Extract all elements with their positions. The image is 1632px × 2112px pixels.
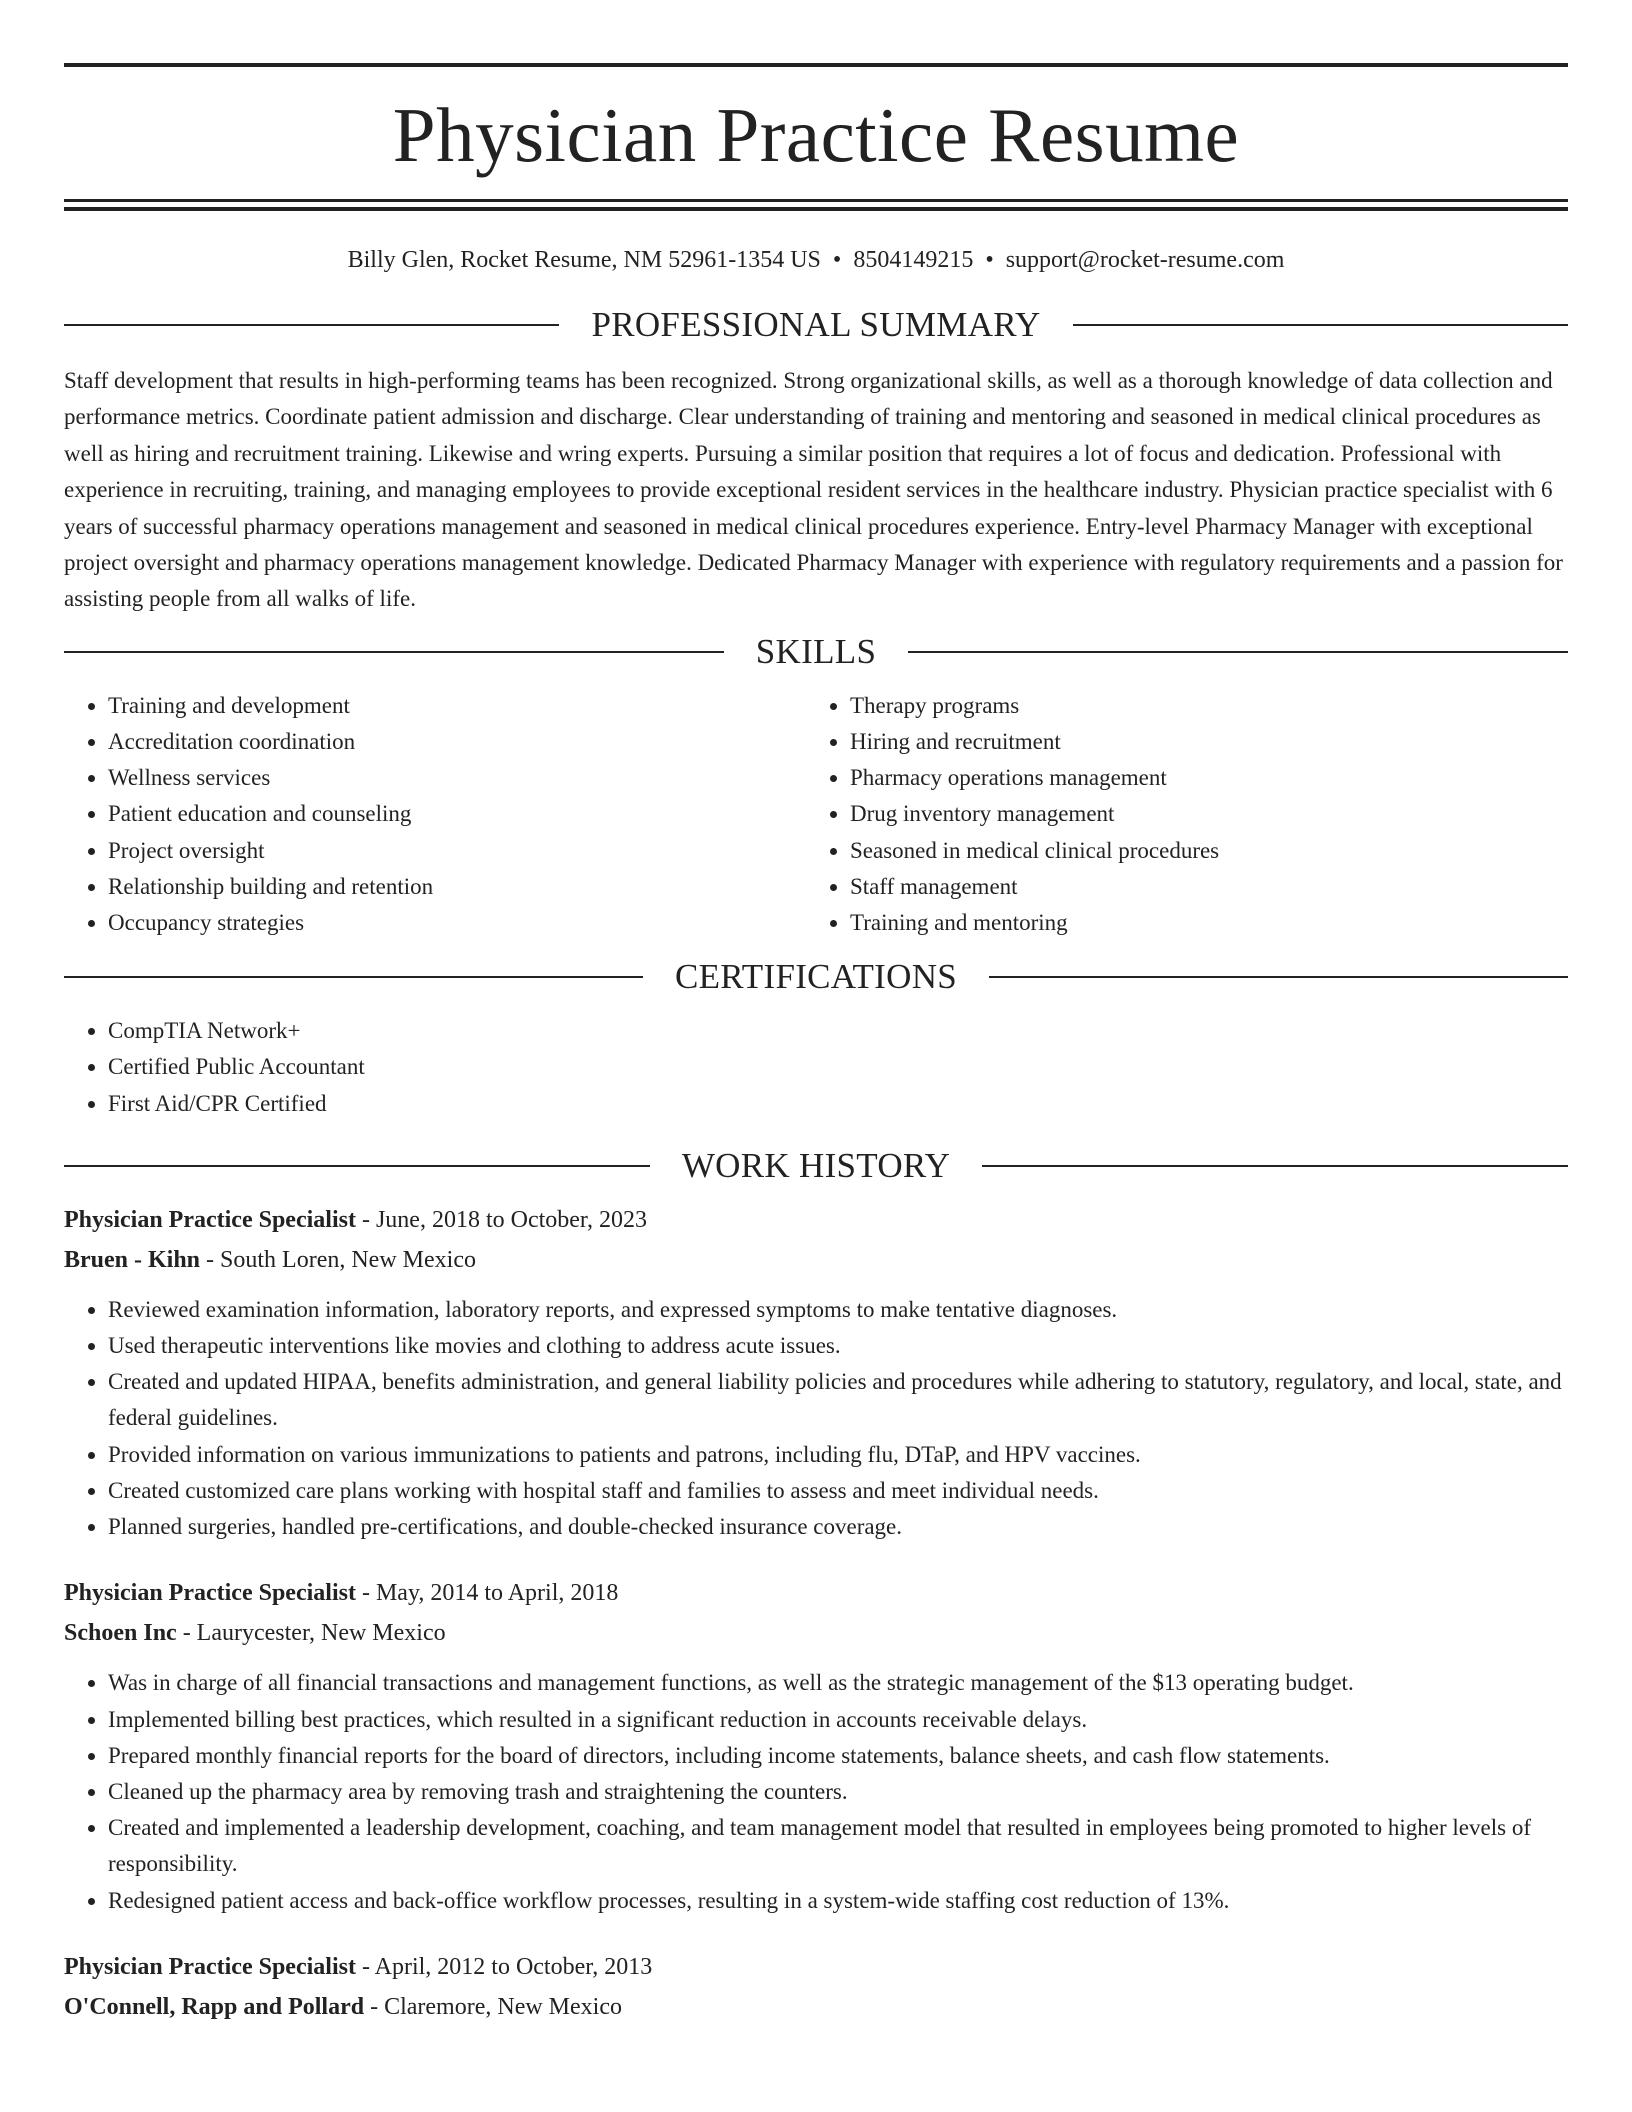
job-employer: Schoen Inc (64, 1620, 177, 1647)
summary-heading (64, 303, 1568, 347)
list-item: • Training and mentoring (850, 905, 1548, 941)
job-bullets (64, 1665, 1568, 1918)
job-location: - South Loren, New Mexico (200, 1246, 476, 1273)
list-item: • Redesigned patient access and back-office workflow processes, resulting in a system-wide staffing cost reduction of 13%. (108, 1883, 1568, 1919)
job-entry (64, 1573, 1568, 1918)
list-item: • Created and updated HIPAA, benefits administration, and general liability policies and procedures while adhering to statutory, regulatory, and local, state, and federal guidelines. (108, 1364, 1568, 1436)
list-item: • Prepared monthly financial reports for the board of directors, including income statements, balance sheets, and cash flow statements. (108, 1738, 1568, 1774)
summary-heading-label: PROFESSIONAL SUMMARY (591, 305, 1041, 344)
contact-line (64, 245, 1568, 275)
list-item: • Reviewed examination information, laboratory reports, and expressed symptoms to make tentative diagnoses. (108, 1292, 1568, 1328)
skills-heading-label: SKILLS (755, 631, 877, 671)
list-item: • Implemented billing best practices, which resulted in a significant reduction in accounts receivable delays. (108, 1702, 1568, 1738)
job-title: Physician Practice Specialist (64, 1953, 356, 1980)
skills-left-column (64, 688, 806, 941)
job-bullets (64, 1292, 1568, 1545)
list-item: • Staff management (850, 869, 1548, 905)
list-item: • Occupancy strategies (108, 905, 806, 941)
skills-right-list (806, 688, 1548, 941)
contact-separator: • (985, 247, 994, 273)
list-item: • Was in charge of all financial transactions and management functions, as well as the strategic management of the $13 operating budget. (108, 1665, 1568, 1701)
list-item: • Wellness services (108, 760, 806, 796)
job-title: Physician Practice Specialist (64, 1206, 356, 1233)
job-dates: - June, 2018 to October, 2023 (355, 1206, 647, 1233)
list-item: • Used therapeutic interventions like movies and clothing to address acute issues. (108, 1328, 1568, 1364)
skills-columns (64, 688, 1568, 941)
skills-left-list (64, 688, 806, 941)
certifications-heading-label: CERTIFICATIONS (674, 957, 958, 997)
list-item: • Created and implemented a leadership development, coaching, and team management model that resulted in employees being promoted to higher levels of responsibility. (108, 1810, 1568, 1882)
resume-title: Physician Practice Resume (392, 92, 1240, 178)
contact-separator: • (832, 247, 842, 273)
contact-address: Billy Glen, Rocket Resume, NM 52961-1354 US (347, 247, 821, 273)
list-item: • Hiring and recruitment (850, 724, 1548, 760)
list-item: • Cleaned up the pharmacy area by removing trash and straightening the counters. (108, 1774, 1568, 1810)
list-item: • Created customized care plans working with hospital staff and families to assess and meet individual needs. (108, 1473, 1568, 1509)
job-location: - Laurycester, New Mexico (176, 1620, 446, 1647)
list-item: • Training and development (108, 688, 806, 724)
heading-rule (908, 651, 1568, 653)
certifications-list (64, 1013, 1568, 1122)
job-location: - Claremore, New Mexico (364, 1993, 622, 2020)
top-rule (64, 63, 1568, 67)
list-item: • Patient education and counseling (108, 796, 806, 832)
contact-phone: 8504149215 (853, 247, 974, 273)
job-employer-line (64, 1987, 1568, 2027)
job-title: Physician Practice Specialist (64, 1580, 356, 1607)
skills-heading (64, 630, 1568, 674)
heading-rule (64, 324, 559, 326)
list-item: • Drug inventory management (850, 796, 1548, 832)
job-dates: - May, 2014 to April, 2018 (355, 1580, 619, 1607)
list-item: • Project oversight (108, 833, 806, 869)
work-heading (64, 1144, 1568, 1188)
heading-rule (64, 976, 643, 978)
contact-email[interactable]: support@rocket-resume.com (1005, 247, 1285, 273)
list-item: • Seasoned in medical clinical procedures (850, 833, 1548, 869)
resume-page (64, 0, 1568, 2027)
list-item: • Pharmacy operations management (850, 760, 1548, 796)
job-employer-line (64, 1613, 1568, 1653)
list-item: • Planned surgeries, handled pre-certifications, and double-checked insurance coverage. (108, 1509, 1568, 1545)
job-title-line (64, 1200, 1568, 1240)
list-item: • Provided information on various immunizations to patients and patrons, including flu, DTaP, and HPV vaccines. (108, 1437, 1568, 1473)
list-item: • First Aid/CPR Certified (108, 1086, 1568, 1122)
heading-rule (64, 1165, 650, 1167)
list-item: • Relationship building and retention (108, 869, 806, 905)
job-employer-line (64, 1240, 1568, 1280)
heading-rule (982, 1165, 1568, 1167)
list-item: • Accreditation coordination (108, 724, 806, 760)
work-heading-label: WORK HISTORY (681, 1145, 951, 1185)
heading-rule (64, 651, 724, 653)
list-item: • Therapy programs (850, 688, 1548, 724)
job-title-line (64, 1947, 1568, 1987)
job-dates: - April, 2012 to October, 2013 (355, 1953, 653, 1980)
summary-text: Staff development that results in high-performing teams has been recognized. Strong organizational skills, as well as a thorough knowledge of data collection and performance metrics. Coordinate patient admission and discharge. Clear understanding of training and mentoring and seasoned in medical clinical procedures as well as hiring and recruitment training. Likewise and wring experts. Pursuing a similar position that requires a lot of focus and dedication. Professional with experience in recruiting, training, and managing employees to provide exceptional resident services in the healthcare industry. Physician practice specialist with 6 years of successful pharmacy operations management and seasoned in medical clinical procedures experience. Entry-level Pharmacy Manager with exceptional project oversight and pharmacy operations management knowledge. Dedicated Pharmacy Manager with experience with regulatory requirements and a passion for assisting people from all walks of life. (64, 368, 1563, 612)
certifications-heading (64, 955, 1568, 999)
job-entry (64, 1947, 1568, 2027)
title-double-rule (64, 199, 1568, 211)
list-item: • CompTIA Network+ (108, 1013, 1568, 1049)
job-employer: Bruen - Kihn (64, 1246, 201, 1273)
heading-rule (1073, 324, 1568, 326)
job-entry (64, 1200, 1568, 1545)
job-employer: O'Connell, Rapp and Pollard (64, 1993, 365, 2020)
list-item: • Certified Public Accountant (108, 1049, 1568, 1085)
skills-right-column (806, 688, 1548, 941)
heading-rule (989, 976, 1568, 978)
job-title-line (64, 1573, 1568, 1613)
